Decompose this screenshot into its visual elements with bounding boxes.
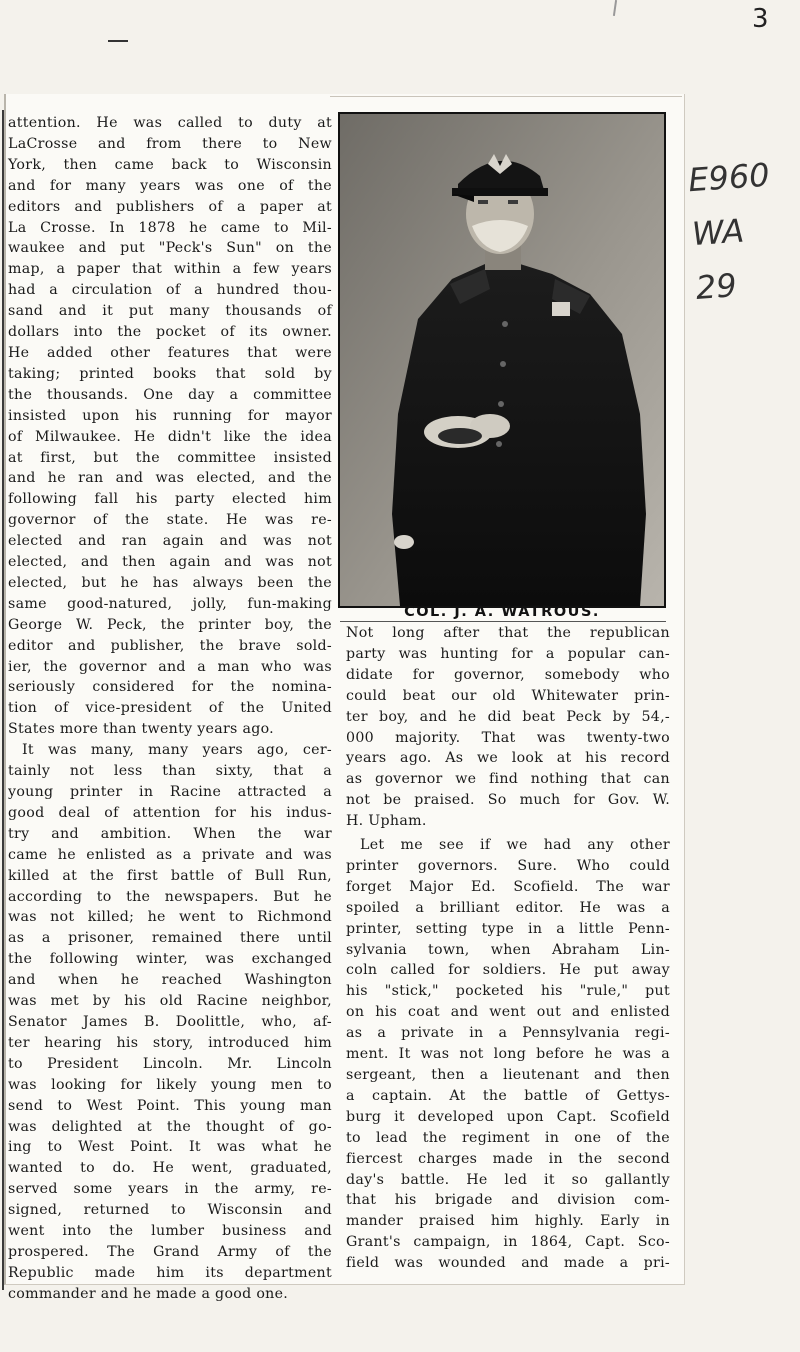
text-line: and for many years was one of the [8,177,332,194]
text-line: as a private in a Pennsylvania regi- [346,1025,670,1042]
text-line: burg it developed upon Capt. Scofield [346,1108,670,1125]
text-line: killed at the first battle of Bull Run, [8,867,332,884]
text-line: editor and publisher, the brave sold- [8,637,332,654]
page-number: 3 [752,4,769,34]
text-line: attention. He was called to duty at [8,115,332,131]
text-line: insisted upon his running for mayor [8,407,332,424]
clipping-left-shadow [2,110,4,1290]
text-line: York, then came back to Wisconsin [8,156,332,173]
text-line: ment. It was not long before he was a [346,1046,670,1063]
text-line: It was many, many years ago, cer- [22,742,332,759]
text-line: according to the newspapers. But he [8,888,332,905]
text-line: commander and he made a good one. [8,1285,289,1302]
text-line: that his brigade and division com- [346,1192,670,1209]
text-line: elected, but he has always been the [8,574,332,591]
text-line: as a prisoner, remained there until [8,930,332,947]
text-line: as governor we find nothing that can [346,771,670,788]
text-line: editors and publishers of a paper at [8,198,332,215]
text-line: sergeant, then a lieutenant and then [346,1066,670,1083]
text-line: same good-natured, jolly, fun-making [8,595,332,612]
text-line: the thousands. One day a committee [8,386,332,403]
pencil-tick [613,0,617,16]
text-line: good deal of attention for his indus- [8,804,332,821]
text-line: day's battle. He led it so gallantly [346,1171,670,1188]
text-line: H. Upham. [346,813,427,830]
text-line: could beat our old Whitewater prin- [346,687,670,704]
clipping-edge [330,96,682,107]
text-line: prospered. The Grand Army of the [8,1243,332,1260]
text-line: coln called for soldiers. He put away [346,962,670,979]
margin-note-line: E960 [687,155,771,200]
text-line: wanted to do. He went, graduated, [8,1160,332,1177]
caption-rule [340,621,666,622]
article-column-right-top [346,623,670,832]
text-line: a captain. At the battle of Gettys- [346,1087,670,1104]
text-line: elected and ran again and was not [8,533,332,550]
text-line: years ago. As we look at his record [346,750,670,767]
text-line: of Milwaukee. He didn't like the idea [8,428,332,445]
text-line: to President Lincoln. Mr. Lincoln [8,1055,332,1072]
portrait-image [340,114,664,606]
text-line: States more than twenty years ago. [8,721,274,738]
text-line: ter hearing his story, introduced him [8,1034,332,1051]
text-line: LaCrosse and from there to New [8,135,332,152]
text-line: had a circulation of a hundred thou- [8,282,332,299]
text-line: ing to West Point. It was what he [8,1139,332,1156]
text-line: following fall his party elected him [8,491,332,508]
text-line: mander praised him highly. Early in [346,1213,670,1230]
text-line: went into the lumber business and [8,1223,332,1240]
portrait-photo [338,112,666,608]
text-line: sand and it put many thousands of [8,303,332,320]
text-line: the following winter, was exchanged [8,951,332,968]
text-line: map, a paper that within a few years [8,261,332,278]
text-line: send to West Point. This young man [8,1097,332,1114]
text-line: was not killed; he went to Richmond [8,909,332,926]
margin-note-line: WA [690,211,746,254]
text-line: governor of the state. He was re- [8,512,332,529]
text-line: field was wounded and made a pri- [346,1255,670,1272]
handwritten-margin-note [686,147,787,315]
text-line: George W. Peck, the printer boy, the [8,616,332,633]
text-line: He added other features that were [8,344,332,361]
text-line: La Crosse. In 1878 he came to Mil- [8,219,332,236]
text-line: was delighted at the thought of go- [8,1118,332,1135]
text-line: taking; printed books that sold by [8,365,332,382]
text-line: sylvania town, when Abraham Lin- [346,941,670,958]
text-line: printer, setting type in a little Penn- [346,920,670,937]
text-line: party was hunting for a popular can- [346,645,670,662]
text-line: dollars into the pocket of its owner. [8,324,332,341]
text-line: ter boy, and he did beat Peck by 54,- [346,708,670,725]
text-line: not be praised. So much for Gov. W. [346,792,670,809]
text-line: signed, returned to Wisconsin and [8,1202,332,1219]
text-line: tainly not less than sixty, that a [8,763,332,780]
text-line: Grant's campaign, in 1864, Capt. Sco- [346,1234,670,1251]
text-line: printer governors. Sure. Who could [346,857,670,874]
text-line: didate for governor, somebody who [346,666,670,683]
text-line: his "stick," pocketed his "rule," put [346,983,670,1000]
text-line: was looking for likely young men to [8,1076,332,1093]
text-line: elected, and then again and was not [8,554,332,571]
text-line: forget Major Ed. Scofield. The war [346,878,670,895]
article-column-left [8,113,332,1305]
text-line: Not long after that the republican [346,625,670,641]
text-line: on his coat and went out and enlisted [346,1004,670,1021]
pencil-dash [108,40,128,42]
text-line: and when he reached Washington [8,972,332,989]
text-line: fiercest charges made in the second [346,1150,670,1167]
text-line: came he enlisted as a private and was [8,846,332,863]
text-line: ier, the governor and a man who was [8,658,332,675]
article-column-right-bottom [346,835,670,1274]
text-line: was met by his old Racine neighbor, [8,993,332,1010]
text-line: spoiled a brilliant editor. He was a [346,899,670,916]
text-line: Senator James B. Doolittle, who, af- [8,1013,332,1030]
text-line: Republic made him its department [8,1264,332,1281]
text-line: Let me see if we had any other [360,837,670,853]
text-line: seriously considered for the nomina- [8,679,332,696]
margin-note-line: 29 [694,266,738,307]
photo-caption: COL. J. A. WATROUS. [404,604,600,620]
text-line: young printer in Racine attracted a [8,784,332,800]
text-line: to lead the regiment in one of the [346,1129,670,1146]
text-line: waukee and put "Peck's Sun" on the [8,240,332,257]
text-line: 000 majority. That was twenty-two [346,729,670,746]
text-line: try and ambition. When the war [8,825,332,842]
text-line: and he ran and was elected, and the [8,470,332,487]
text-line: served some years in the army, re- [8,1181,332,1198]
text-line: at first, but the committee insisted [8,449,332,466]
text-line: tion of vice-president of the United [8,700,332,717]
